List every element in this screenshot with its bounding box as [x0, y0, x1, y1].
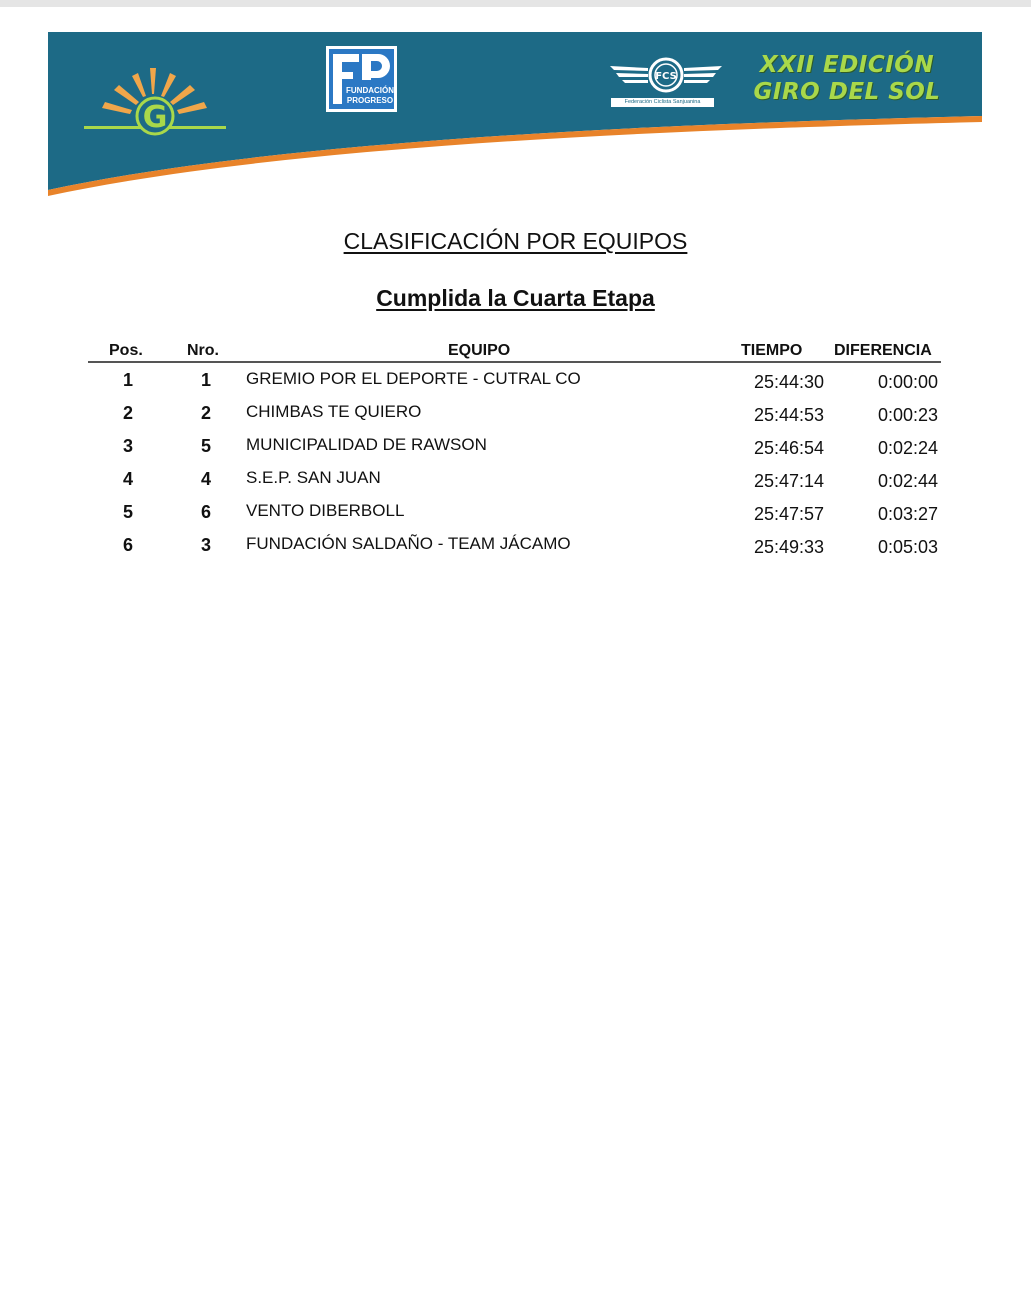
- federacion-caption: Federación Ciclista Sanjuanina: [611, 98, 714, 107]
- col-header-team: EQUIPO: [448, 342, 511, 359]
- table-row: [0, 496, 1031, 529]
- cell-team: FUNDACIÓN SALDAÑO - TEAM JÁCAMO: [246, 534, 571, 553]
- cell-team: VENTO DIBERBOLL: [246, 501, 405, 520]
- top-strip: [0, 0, 1031, 7]
- cell-time: 25:49:33: [753, 537, 825, 557]
- cell-time: 25:44:30: [753, 372, 825, 392]
- cell-pos: 3: [122, 436, 133, 456]
- cell-diff: 0:03:27: [877, 504, 938, 524]
- cell-diff: 0:05:03: [877, 537, 938, 557]
- winged-wheel-icon: [610, 56, 722, 98]
- cell-pos: 6: [122, 535, 133, 555]
- cell-time: 25:47:14: [753, 471, 825, 491]
- sun-icon: [84, 60, 226, 140]
- giro-del-sol-logo: [84, 60, 226, 140]
- cell-time: 25:44:53: [753, 405, 825, 425]
- federacion-ciclista-logo: [610, 56, 722, 98]
- table-row: [0, 463, 1031, 496]
- col-header-time: TIEMPO: [741, 342, 803, 359]
- page-title: CLASIFICACIÓN POR EQUIPOS: [343, 228, 688, 254]
- col-header-nro: Nro.: [187, 342, 219, 359]
- edition-line-2: GIRO DEL SOL: [753, 79, 941, 105]
- cell-nro: 3: [200, 535, 211, 555]
- cell-diff: 0:02:44: [877, 471, 938, 491]
- cell-pos: 2: [122, 403, 133, 423]
- table-row: [0, 430, 1031, 463]
- cell-nro: 4: [200, 469, 211, 489]
- cell-nro: 5: [200, 436, 211, 456]
- cell-diff: 0:00:00: [877, 372, 938, 392]
- cell-pos: 5: [122, 502, 133, 522]
- page-subtitle: Cumplida la Cuarta Etapa: [376, 285, 655, 311]
- cell-nro: 1: [200, 370, 211, 390]
- edition-line-1: XXII EDICIÓN: [759, 52, 935, 78]
- table-row: [0, 364, 1031, 397]
- cell-team: MUNICIPALIDAD DE RAWSON: [246, 435, 487, 454]
- table-header: [88, 340, 941, 363]
- cell-team: CHIMBAS TE QUIERO: [246, 402, 422, 421]
- cell-time: 25:47:57: [753, 504, 825, 524]
- cell-diff: 0:02:24: [877, 438, 938, 458]
- svg-text:FCS: FCS: [655, 71, 677, 82]
- cell-team: S.E.P. SAN JUAN: [246, 468, 381, 487]
- table-row: [0, 397, 1031, 430]
- cell-team: GREMIO POR EL DEPORTE - CUTRAL CO: [246, 369, 581, 388]
- table-row: [0, 529, 1031, 562]
- cell-time: 25:46:54: [753, 438, 825, 458]
- col-header-diff: DIFERENCIA: [834, 342, 932, 359]
- svg-text:G: G: [142, 100, 168, 135]
- cell-nro: 6: [200, 502, 211, 522]
- cell-pos: 1: [122, 370, 133, 390]
- fundacion-progreso-text: FUNDACIÓN PROGRESO: [346, 86, 394, 105]
- cell-diff: 0:00:23: [877, 405, 938, 425]
- cell-nro: 2: [200, 403, 211, 423]
- col-header-pos: Pos.: [109, 342, 143, 359]
- edition-title: [722, 52, 972, 106]
- cell-pos: 4: [122, 469, 133, 489]
- table-body: [0, 364, 1031, 562]
